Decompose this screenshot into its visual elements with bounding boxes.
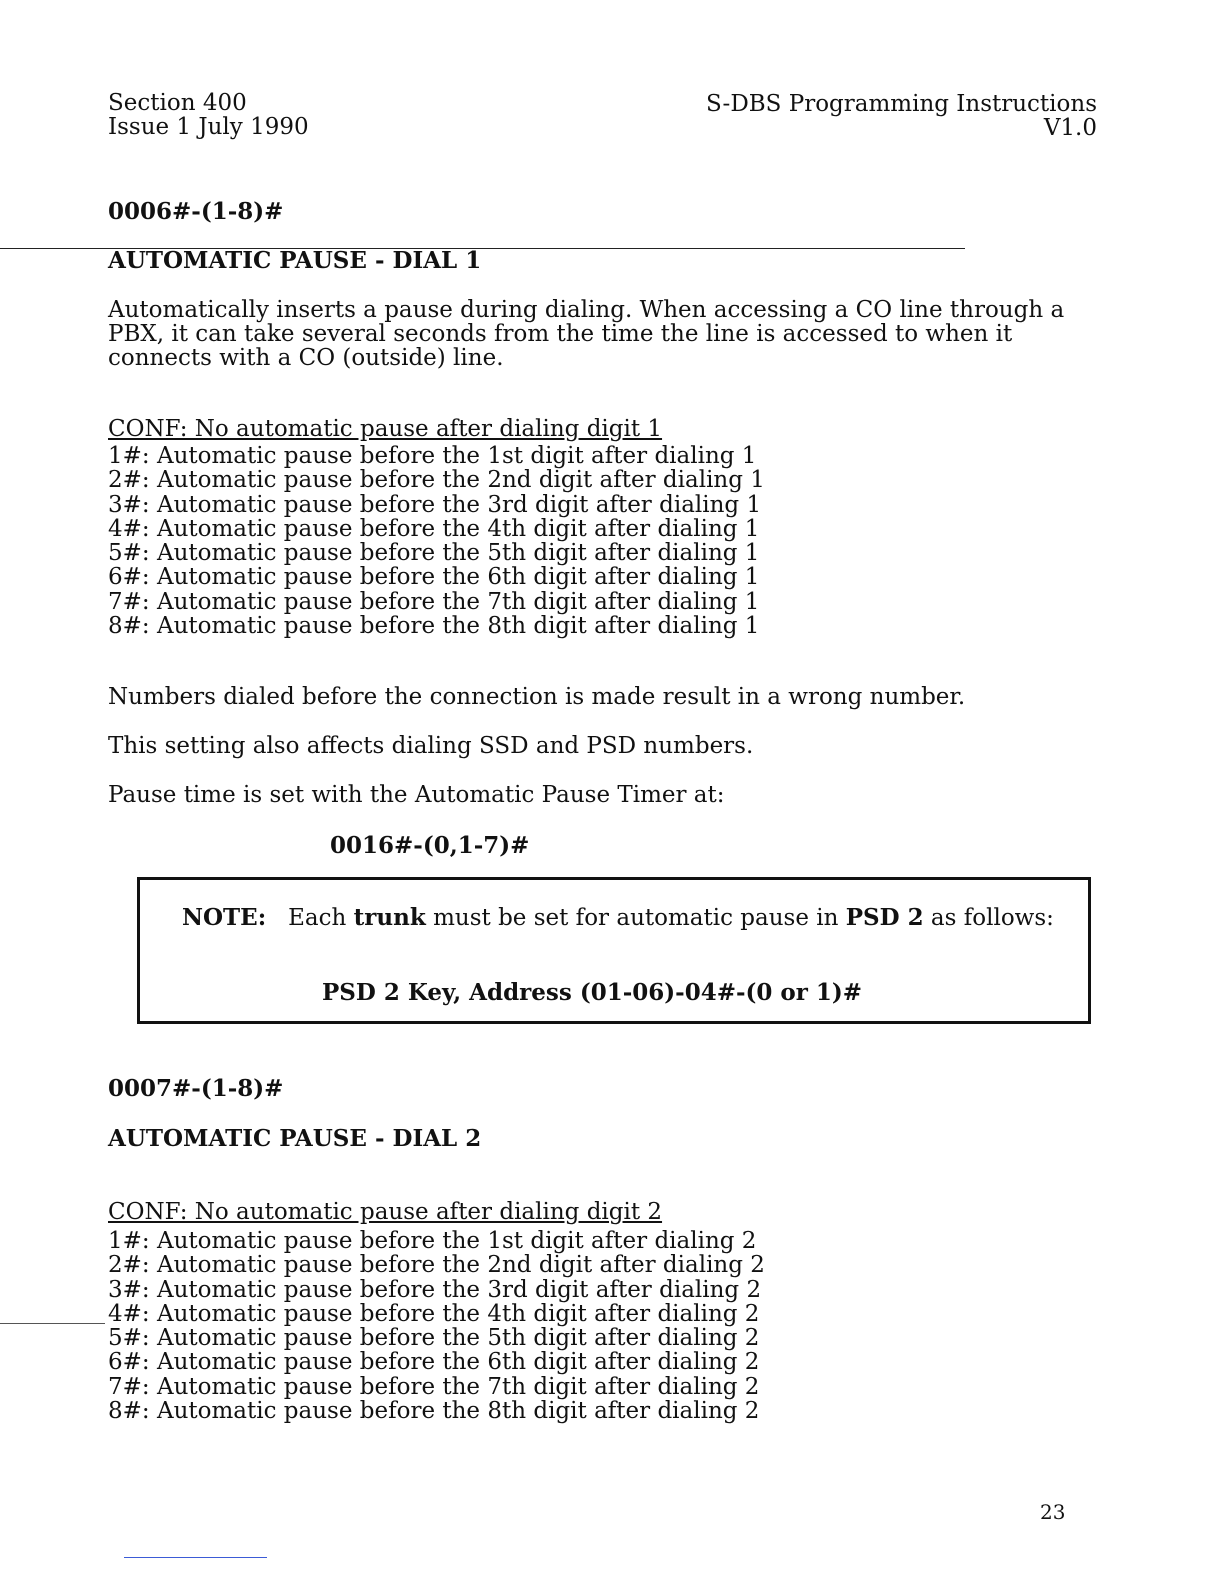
note-label: NOTE: xyxy=(182,904,267,931)
header-document xyxy=(706,92,1097,140)
program-code-dial-2: 0007#-(1-8)# xyxy=(108,1075,284,1102)
option-list-dial-2 xyxy=(108,1229,765,1423)
timer-code: 0016#-(0,1-7)# xyxy=(330,832,530,859)
section-title-dial-2: AUTOMATIC PAUSE - DIAL 2 xyxy=(108,1125,482,1152)
scan-artifact-line xyxy=(124,1557,267,1558)
note-text-after: as follows: xyxy=(923,905,1054,931)
option-item: 5#: Automatic pause before the 5th digit after dialing 2 xyxy=(108,1325,760,1352)
option-item: 1#: Automatic pause before the 1st digit after dialing 1 xyxy=(108,443,757,469)
program-code-dial-1: 0006#-(1-8)# xyxy=(108,198,284,225)
page-number: 23 xyxy=(1040,1500,1066,1524)
option-item: 4#: Automatic pause before the 4th digit after dialing 2 xyxy=(108,1300,760,1327)
issue-date: Issue 1 July 1990 xyxy=(108,114,309,140)
note-code: PSD 2 Key, Address (01-06)-04#-(0 or 1)# xyxy=(322,979,863,1006)
option-item: 3#: Automatic pause before the 3rd digit after dialing 1 xyxy=(108,491,762,518)
option-item: 4#: Automatic pause before the 4th digit after dialing 1 xyxy=(108,515,760,542)
option-item: 5#: Automatic pause before the 5th digit after dialing 1 xyxy=(108,540,760,567)
conf-default-dial-1: CONF: No automatic pause after dialing digit 1 xyxy=(108,416,663,442)
description-dial-1 xyxy=(108,298,1064,370)
option-list-dial-1 xyxy=(108,444,765,638)
section-title-dial-1: AUTOMATIC PAUSE - DIAL 1 xyxy=(108,247,482,274)
scan-mark-line xyxy=(0,1323,105,1324)
note-text-before: Each xyxy=(288,905,354,931)
note-pause-timer: Pause time is set with the Automatic Pause Timer at: xyxy=(108,782,725,808)
note-psd: PSD 2 xyxy=(845,904,924,931)
option-item: 6#: Automatic pause before the 6th digit after dialing 1 xyxy=(108,564,760,591)
description-line: Automatically inserts a pause during dialing. When accessing a CO line through a xyxy=(108,297,1065,323)
note-text-middle: must be set for automatic pause in xyxy=(425,905,846,931)
option-item: 7#: Automatic pause before the 7th digit after dialing 2 xyxy=(108,1373,760,1400)
option-item: 2#: Automatic pause before the 2nd digit after dialing 1 xyxy=(108,467,765,494)
note-trunk: trunk xyxy=(353,904,426,931)
option-item: 1#: Automatic pause before the 1st digit after dialing 2 xyxy=(108,1228,757,1254)
option-item: 3#: Automatic pause before the 3rd digit after dialing 2 xyxy=(108,1276,762,1303)
option-item: 8#: Automatic pause before the 8th digit after dialing 2 xyxy=(108,1398,760,1425)
note-ssd-psd: This setting also affects dialing SSD and PSD numbers. xyxy=(108,733,754,759)
document-title: S-DBS Programming Instructions xyxy=(705,91,1097,117)
option-item: 6#: Automatic pause before the 6th digit after dialing 2 xyxy=(108,1349,760,1376)
option-item: 8#: Automatic pause before the 8th digit after dialing 1 xyxy=(108,613,760,640)
header-section xyxy=(108,91,309,139)
description-line: connects with a CO (outside) line. xyxy=(108,345,504,371)
document-version: V1.0 xyxy=(1043,115,1097,141)
option-item: 2#: Automatic pause before the 2nd digit after dialing 2 xyxy=(108,1252,765,1279)
section-label: Section 400 xyxy=(108,90,247,116)
conf-default-dial-2: CONF: No automatic pause after dialing digit 2 xyxy=(108,1199,663,1225)
option-item: 7#: Automatic pause before the 7th digit after dialing 1 xyxy=(108,588,760,615)
description-line: PBX, it can take several seconds from the time the line is accessed to when it xyxy=(108,321,1013,347)
note-wrong-number: Numbers dialed before the connection is made result in a wrong number. xyxy=(108,684,966,710)
note-text xyxy=(182,906,1054,930)
